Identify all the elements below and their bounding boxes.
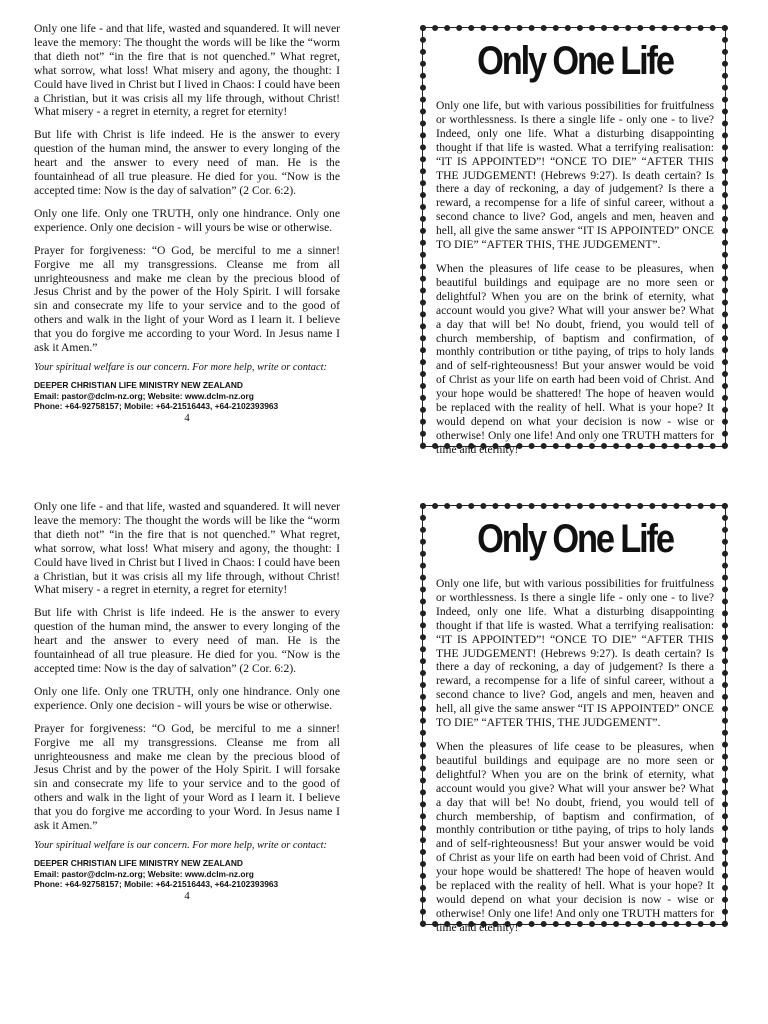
- phone-line: Phone: +64-92758157; Mobile: +64-21516443, +64-2102393963: [34, 401, 279, 412]
- welfare-note: Your spiritual welfare is our concern. For more help, write or contact:: [34, 839, 327, 851]
- cover-title: Only One Life: [477, 517, 673, 561]
- inner-panel: [34, 500, 340, 902]
- cover-panel: [420, 503, 728, 934]
- cover-title: Only One Life: [477, 39, 673, 83]
- cover-content: [436, 515, 714, 945]
- paragraph-only-one-life: Only one life, but with various possibilities for fruitfulness or worthlessness. Is there a single life - only one - to live? Indeed, only one life. What a disturbing disappointing thought if that life is wasted. What a terrifying realisation: “IT IS APPOINTED”! “ONCE TO DIE” “AFTER THIS THE JUDGEMENT! (Hebrews 9:27). Is death certain? Is there a day of reckoning, a day of judgement? Is there a reward, a recompense for a life of sinful career, without a second chance to live? God, angels and men, heaven and hell, all give the same answer “IT IS APPOINTED” ONCE TO DIE” “AFTER THIS, THE JUDGEMENT”.: [436, 99, 714, 252]
- contact-block: [34, 858, 340, 890]
- cover-content: [436, 37, 714, 467]
- phone-line: Phone: +64-92758157; Mobile: +64-21516443, +64-2102393963: [34, 879, 279, 890]
- paragraph-wasted-life: Only one life - and that life, wasted and squandered. It will never leave the memory: The thought the words will be like the “worm that dieth not” “in the fire that is not quenched.” What regret, what sorrow, what loss! What misery and agony, the thought: I Could have lived in Christ but I lived in Chaos: I could have been a Christian, but it was crisis all my life through, without Christ! What misery - a regret in eternity, a regret for eternity!: [34, 22, 340, 119]
- page-number: 4: [184, 411, 190, 424]
- ministry-name: DEEPER CHRISTIAN LIFE MINISTRY NEW ZEALAND: [34, 857, 243, 868]
- page-number: 4: [184, 889, 190, 902]
- paragraph-life-with-christ: But life with Christ is life indeed. He is the answer to every question of the human mind, the answer to every longing of the heart and the answer to every need of man. He is the fountainhead of all true pleasure. He died for you. “Now is the accepted time: Now is the day of salvation” (2 Cor. 6:2).: [34, 606, 340, 675]
- paragraph-only-one-life: Only one life, but with various possibilities for fruitfulness or worthlessness. Is there a single life - only one - to live? Indeed, only one life. What a disturbing disappointing thought if that life is wasted. What a terrifying realisation: “IT IS APPOINTED”! “ONCE TO DIE” “AFTER THIS THE JUDGEMENT! (Hebrews 9:27). Is death certain? Is there a day of reckoning, a day of judgement? Is there a reward, a recompense for a life of sinful career, without a second chance to live? God, angels and men, heaven and hell, all give the same answer “IT IS APPOINTED” ONCE TO DIE” “AFTER THIS, THE JUDGEMENT”.: [436, 577, 714, 730]
- leaflet-copy-bottom: [0, 500, 768, 970]
- paragraph-only-one-decision: Only one life. Only one TRUTH, only one hindrance. Only one experience. Only one decision - will yours be wise or otherwise.: [34, 684, 340, 712]
- paragraph-pleasures-cease: When the pleasures of life cease to be pleasures, when beautiful buildings and equipage are no more seen or delightful? When you are on the brink of eternity, what account would you give? What will your answer be? What a day that will be! No doubt, friend, you would tell of church membership, of baptism and confirmation, of monthly contribution or tithe paying, of trips to holy lands and of self-righteousness! But your answer would be void of Christ as your life on earth had been void of Christ. And your hope would be shattered! The hope of heaven would be replaced with the reality of hell. What is your hope? It would depend on what your decision is now - wise or otherwise! Only one life! And only one TRUTH matters for time and eternity!: [436, 261, 714, 456]
- cover-panel: [420, 25, 728, 456]
- paragraph-wasted-life: Only one life - and that life, wasted and squandered. It will never leave the memory: The thought the words will be like the “worm that dieth not” “in the fire that is not quenched.” What regret, what sorrow, what loss! What misery and agony, the thought: I Could have lived in Christ but I lived in Chaos: I could have been a Christian, but it was crisis all my life through, without Christ! What misery - a regret in eternity, a regret for eternity!: [34, 500, 340, 597]
- inner-panel: [34, 22, 340, 424]
- contact-block: [34, 380, 340, 412]
- paragraph-pleasures-cease: When the pleasures of life cease to be pleasures, when beautiful buildings and equipage are no more seen or delightful? When you are on the brink of eternity, what account would you give? What will your answer be? What a day that will be! No doubt, friend, you would tell of church membership, of baptism and confirmation, of monthly contribution or tithe paying, of trips to holy lands and of self-righteousness! But your answer would be void of Christ as your life on earth had been void of Christ. And your hope would be shattered! The hope of heaven would be replaced with the reality of hell. What is your hope? It would depend on what your decision is now - wise or otherwise! Only one life! And only one TRUTH matters for time and eternity!: [436, 739, 714, 934]
- paragraph-prayer: Prayer for forgiveness: “O God, be merciful to me a sinner! Forgive me all my transgressions. Cleanse me from all unrighteousness and make me clean by the precious blood of Jesus Christ and by the power of the Holy Spirit. I will forsake sin and consecrate my life to your service and to the good of others and walk in the light of your Word as I learn it. I believe that you do forgive me according to your Word. In Jesus name I ask it Amen.”: [34, 721, 340, 833]
- leaflet-copy-top: [0, 22, 768, 492]
- welfare-note: Your spiritual welfare is our concern. For more help, write or contact:: [34, 361, 327, 373]
- paragraph-prayer: Prayer for forgiveness: “O God, be merciful to me a sinner! Forgive me all my transgressions. Cleanse me from all unrighteousness and make me clean by the precious blood of Jesus Christ and by the power of the Holy Spirit. I will forsake sin and consecrate my life to your service and to the good of others and walk in the light of your Word as I learn it. I believe that you do forgive me according to your Word. In Jesus name I ask it Amen.”: [34, 243, 340, 355]
- email-website-line: Email: pastor@dclm-nz.org; Website: www.dclm-nz.org: [34, 868, 254, 879]
- ministry-name: DEEPER CHRISTIAN LIFE MINISTRY NEW ZEALAND: [34, 379, 243, 390]
- email-website-line: Email: pastor@dclm-nz.org; Website: www.dclm-nz.org: [34, 390, 254, 401]
- paragraph-life-with-christ: But life with Christ is life indeed. He is the answer to every question of the human mind, the answer to every longing of the heart and the answer to every need of man. He is the fountainhead of all true pleasure. He died for you. “Now is the accepted time: Now is the day of salvation” (2 Cor. 6:2).: [34, 128, 340, 197]
- paragraph-only-one-decision: Only one life. Only one TRUTH, only one hindrance. Only one experience. Only one decision - will yours be wise or otherwise.: [34, 206, 340, 234]
